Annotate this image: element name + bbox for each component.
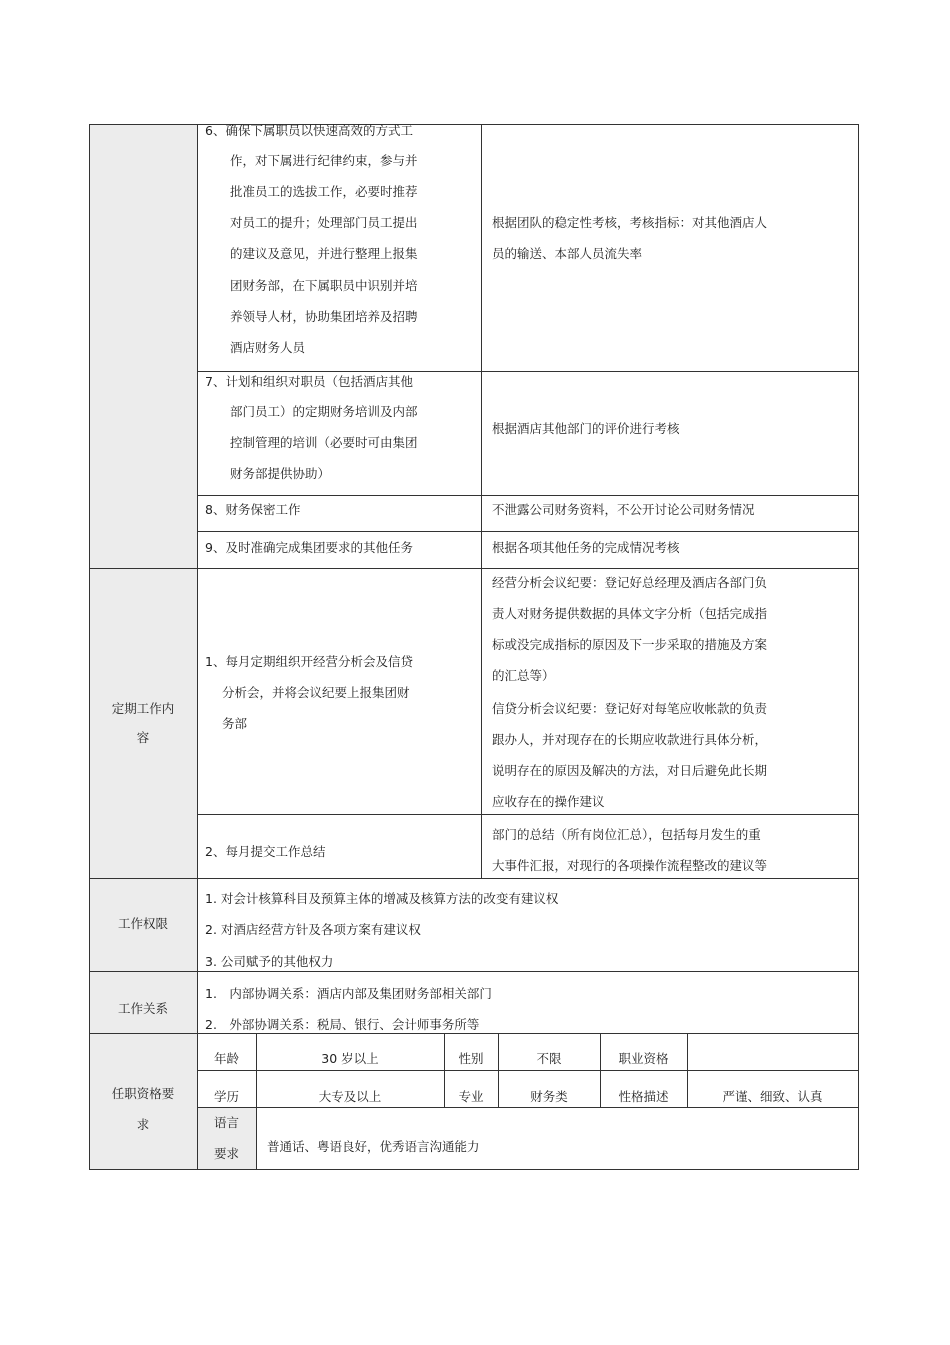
major-label: 专业 xyxy=(458,1089,484,1104)
lang-label-line-1: 语言 xyxy=(213,1115,239,1130)
duty-6-line: 6、确保下属职员以快速高效的方式工 xyxy=(205,123,413,138)
gender-value: 不限 xyxy=(536,1051,562,1066)
authority-item: 2. 对酒店经营方针及各项方案有建议权 xyxy=(205,922,421,937)
duty-7-assessment: 根据酒店其他部门的评价进行考核 xyxy=(492,421,680,436)
duty-6-line: 的建议及意见，并进行整理上报集 xyxy=(230,246,418,261)
periodic-label-line-1: 定期工作内 xyxy=(111,701,175,716)
duty-6-line: 批准员工的选拔工作，必要时推荐 xyxy=(230,184,418,199)
duty-6-line: 酒店财务人员 xyxy=(230,340,306,355)
duty-6-line: 作，对下属进行纪律约束，参与并 xyxy=(230,153,418,168)
authority-item: 1. 对会计核算科目及预算主体的增减及核算方法的改变有建议权 xyxy=(205,891,559,906)
periodic-1-line: 1、每月定期组织开经营分析会及信贷 xyxy=(205,654,413,669)
periodic-label-line-2: 容 xyxy=(136,730,150,745)
relations-item: 2. 外部协调关系：税局、银行、会计师事务所等 xyxy=(205,1017,480,1032)
duty-8-assessment: 不泄露公司财务资料，不公开讨论公司财务情况 xyxy=(492,502,755,517)
job-description-table xyxy=(89,124,859,1170)
label-cell-relations xyxy=(89,971,197,1033)
major-value: 财务类 xyxy=(530,1089,568,1104)
duty-6-line: 养领导人材，协助集团培养及招聘 xyxy=(230,309,418,324)
periodic-1-detail: 责人对财务提供数据的具体文字分析（包括完成指 xyxy=(492,606,768,621)
duty-9-assessment: 根据各项其他任务的完成情况考核 xyxy=(492,540,680,555)
label-cell-periodic xyxy=(89,568,197,878)
duty-9-line: 9、及时准确完成集团要求的其他任务 xyxy=(205,540,413,555)
periodic-1-line: 分析会，并将会议纪要上报集团财 xyxy=(222,685,410,700)
duty-6-line: 对员工的提升；处理部门员工提出 xyxy=(230,215,418,230)
qualifications-label-line-2: 求 xyxy=(136,1117,150,1132)
duty-7-line: 财务部提供协助） xyxy=(230,466,331,481)
periodic-1-detail: 跟办人，并对现存在的长期应收款进行具体分析， xyxy=(492,732,768,747)
duty-6-assessment: 员的输送、本部人员流失率 xyxy=(492,246,643,261)
lang-label-line-2: 要求 xyxy=(213,1146,239,1161)
periodic-2-detail: 大事件汇报，对现行的各项操作流程整改的建议等 xyxy=(492,858,768,873)
trait-value: 严谨、细致、认真 xyxy=(722,1089,823,1104)
authority-item: 3. 公司赋予的其他权力 xyxy=(205,954,334,969)
lang-value: 普通话、粤语良好，优秀语言沟通能力 xyxy=(267,1139,480,1154)
periodic-1-detail: 信贷分析会议纪要：登记好对每笔应收帐款的负责 xyxy=(492,701,768,716)
duty-6-assessment: 根据团队的稳定性考核，考核指标：对其他酒店人 xyxy=(492,215,768,230)
periodic-2-line: 2、每月提交工作总结 xyxy=(205,844,326,859)
relations-label: 工作关系 xyxy=(117,1001,168,1016)
qualifications-label-line-1: 任职资格要 xyxy=(111,1086,175,1101)
duty-7-line: 部门员工）的定期财务培训及内部 xyxy=(230,404,418,419)
label-cell-qualifications xyxy=(89,1033,197,1170)
edu-value: 大专及以上 xyxy=(318,1089,382,1104)
duty-6-line: 团财务部，在下属职员中识别并培 xyxy=(230,278,418,293)
lang-label-cell xyxy=(197,1107,256,1170)
label-cell-authority xyxy=(89,878,197,971)
duty-7-line: 7、计划和组织对职员（包括酒店其他 xyxy=(205,374,413,389)
label-cell-duties xyxy=(89,124,197,568)
authority-label: 工作权限 xyxy=(117,916,168,931)
age-label: 年龄 xyxy=(213,1051,239,1066)
age-value: 30 岁以上 xyxy=(321,1051,379,1066)
edu-label: 学历 xyxy=(213,1089,239,1104)
periodic-1-detail: 应收存在的操作建议 xyxy=(492,794,605,809)
periodic-1-detail: 说明存在的原因及解决的方法，对日后避免此长期 xyxy=(492,763,768,778)
relations-item: 1. 内部协调关系：酒店内部及集团财务部相关部门 xyxy=(205,986,492,1001)
gender-label: 性别 xyxy=(458,1051,484,1066)
periodic-1-line: 务部 xyxy=(222,716,248,731)
periodic-1-detail: 标或没完成指标的原因及下一步采取的措施及方案 xyxy=(492,637,768,652)
duty-7-line: 控制管理的培训（必要时可由集团 xyxy=(230,435,418,450)
duty-8-line: 8、财务保密工作 xyxy=(205,502,301,517)
periodic-1-detail: 的汇总等） xyxy=(492,668,555,683)
periodic-2-detail: 部门的总结（所有岗位汇总），包括每月发生的重 xyxy=(492,827,761,842)
trait-label: 性格描述 xyxy=(618,1089,669,1104)
periodic-1-detail: 经营分析会议纪要：登记好总经理及酒店各部门负 xyxy=(492,575,768,590)
cert-label: 职业资格 xyxy=(618,1051,669,1066)
